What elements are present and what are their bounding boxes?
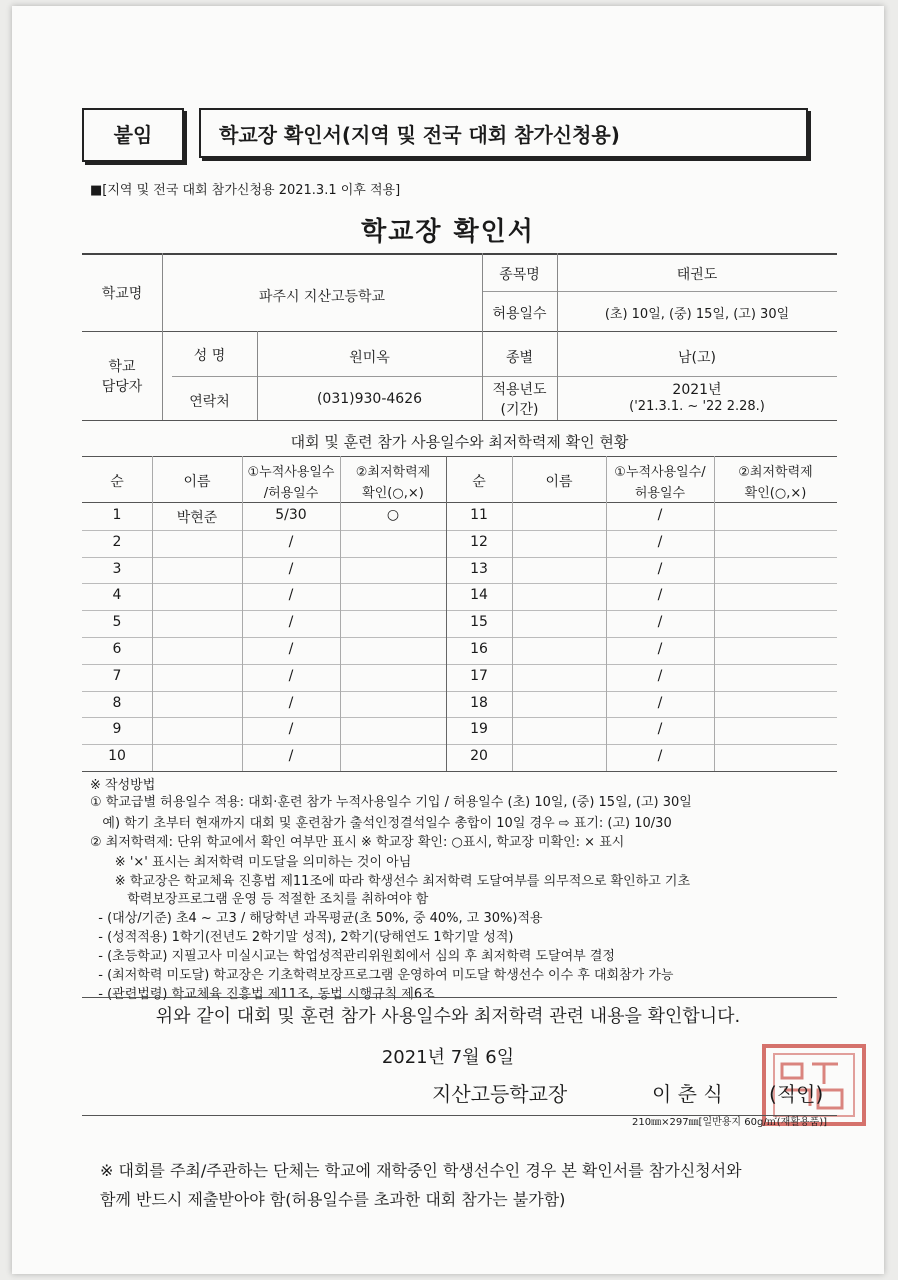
row-number: 9	[112, 721, 122, 738]
year-value-2: ('21.3.1. ~ '22 2.28.)	[629, 399, 765, 414]
row-number-right: 12	[470, 533, 488, 550]
year-label-1: 적용년도	[492, 382, 547, 398]
row-days-right: /	[657, 694, 663, 711]
sport-value: 태권도	[676, 267, 718, 283]
header-right-name: 이름	[545, 474, 573, 490]
row-number-right: 19	[470, 721, 488, 738]
row-days-right: /	[657, 614, 663, 631]
row-number: 3	[112, 560, 122, 577]
principal-title: 지산고등학교장	[432, 1082, 568, 1106]
document-title: 학교장 확인서(지역 및 전국 대회 참가신청용)	[199, 108, 808, 158]
row-number-right: 15	[470, 614, 488, 631]
row-number-right: 13	[470, 560, 488, 577]
row-number-right: 18	[470, 694, 488, 711]
row-days: /	[288, 614, 294, 631]
header-right-academic-1: ②최저학력제	[738, 465, 813, 480]
row-days: /	[288, 667, 294, 684]
document-page	[12, 6, 884, 1274]
final-note-line-1: ※ 대회를 주최/주관하는 단체는 학교에 재학중인 학생선수인 경우 본 확인서를 참가신청서와	[100, 1161, 742, 1180]
row-days: /	[288, 641, 294, 657]
header-right-no: 순	[472, 474, 486, 490]
note-line: - (성적적용) 1학기(전년도 2학기말 성적), 2학기(당해연도 1학기말 성적)	[90, 930, 514, 945]
row-number: 8	[112, 694, 122, 711]
header-name: 이름	[183, 474, 211, 490]
note-line: ※ 학교장은 학교체육 진흥법 제11조에 따라 학생선수 최저학력 도달여부를 의무적으로 확인하고 기초	[90, 874, 691, 889]
confirm-statement: 위와 같이 대회 및 훈련 참가 사용일수와 최저학력 관련 내용을 확인합니다.	[155, 1006, 741, 1027]
note-line: - (대상/기준) 초4 ~ 고3 / 해당학년 과목평균(초 50%, 중 40%, 고 30%)적용	[90, 911, 543, 926]
sport-label: 종목명	[499, 267, 540, 283]
row-days: 5/30	[275, 507, 307, 523]
row-number-right: 20	[470, 748, 488, 765]
seal-label: (직인)	[769, 1082, 824, 1106]
row-number: 7	[112, 667, 122, 684]
row-days: /	[288, 533, 294, 550]
row-days-right: /	[657, 667, 663, 684]
row-number: 2	[112, 533, 122, 550]
row-number: 10	[108, 748, 126, 765]
gender-label: 종별	[505, 350, 534, 366]
school-name-value: 파주시 지산고등학교	[258, 289, 386, 305]
allowed-days-value: (초) 10일, (중) 15일, (고) 30일	[604, 307, 790, 322]
row-days: /	[288, 694, 294, 711]
row-number-right: 14	[470, 587, 488, 604]
note-line: - (관련법령) 학교체육 진흥법 제11조, 동법 시행규칙 제6조	[90, 987, 435, 1002]
allowed-days-label: 허용일수	[492, 306, 547, 322]
header-right-academic-2: 확인(○,×)	[744, 486, 807, 501]
status-title: 대회 및 훈련 참가 사용일수와 최저학력제 확인 현황	[290, 433, 629, 451]
header-right-days-1: ①누적사용일수/	[614, 465, 706, 480]
row-days: /	[288, 560, 294, 577]
year-value-1: 2021년	[672, 382, 722, 398]
note-line: ① 학교급별 허용일수 적용: 대회·훈련 참가 누적사용일수 기입 / 허용일수 (초) 10일, (중) 15일, (고) 30일	[90, 795, 692, 810]
final-note	[100, 1156, 742, 1214]
attachment-label: 붙임	[82, 108, 184, 162]
final-note-line-2: 함께 반드시 제출받아야 함(허용일수를 초과한 대회 참가는 불가함)	[100, 1190, 566, 1209]
row-days-right: /	[657, 533, 663, 550]
issue-date: 2021년 7월 6일	[381, 1047, 515, 1068]
principal-name: 이 춘 식	[652, 1082, 723, 1106]
row-number: 1	[112, 507, 122, 523]
row-number-right: 16	[470, 641, 488, 657]
row-number: 5	[112, 614, 122, 631]
note-line: ※ '×' 표시는 최저학력 미도달을 의미하는 것이 아님	[90, 855, 412, 870]
header-days-1: ①누적사용일수	[247, 465, 335, 480]
header-right-days-2: 허용일수	[634, 486, 686, 501]
header-no: 순	[110, 474, 124, 490]
row-days-right: /	[657, 560, 663, 577]
row-days-right: /	[657, 507, 663, 523]
contact-label: 연락처	[189, 394, 230, 410]
manager-name-value: 원미옥	[349, 350, 390, 366]
note-line: - (초등학교) 지필고사 미실시교는 학업성적관리위원회에서 심의 후 최저학력 도달여부 결정	[90, 949, 615, 964]
row-number: 4	[112, 587, 122, 604]
contact-value: (031)930-4626	[316, 391, 423, 407]
manager-label-1: 학교	[108, 359, 136, 375]
row-days: /	[288, 721, 294, 738]
apply-note: ■[지역 및 전국 대회 참가신청용 2021.3.1 이후 적용]	[90, 183, 401, 198]
manager-name-label: 성 명	[193, 348, 226, 364]
year-label-2: (기간)	[500, 402, 539, 418]
header-days-2: /허용일수	[263, 486, 319, 501]
note-line: 예) 학기 초부터 현재까지 대회 및 훈련참가 출석인정결석일수 총합이 10일 경우 ⇨ 표기: (고) 10/30	[90, 816, 672, 831]
row-days-right: /	[657, 641, 663, 657]
gender-value: 남(고)	[678, 350, 716, 366]
row-number-right: 11	[470, 507, 488, 523]
note-line: ※ 작성방법	[90, 778, 156, 793]
note-line: - (최저학력 미도달) 학교장은 기초학력보장프로그램 운영하여 미도달 학생선수 이수 후 대회참가 가능	[90, 968, 674, 983]
row-days-right: /	[657, 748, 663, 765]
header-academic-1: ②최저학력제	[355, 465, 431, 480]
manager-label-2: 담당자	[101, 379, 143, 395]
row-days: /	[288, 587, 294, 604]
header-academic-2: 확인(○,×)	[362, 486, 424, 501]
row-number: 6	[112, 641, 122, 657]
row-name: 박현준	[176, 510, 218, 526]
note-line: ② 최저학력제: 단위 학교에서 확인 여부만 표시 ※ 학교장 확인: ○표시, 학교장 미확인: × 표시	[90, 835, 625, 850]
row-academic: ○	[386, 507, 400, 523]
school-name-label: 학교명	[101, 286, 143, 302]
note-line: 학력보장프로그램 운영 등 적절한 조치를 취하여야 함	[90, 892, 429, 907]
row-days: /	[288, 748, 294, 765]
paper-spec: 210㎜×297㎜[일반용지 60g/㎡(재활용품)]	[632, 1117, 828, 1128]
main-title: 학교장 확인서	[361, 217, 535, 247]
row-number-right: 17	[470, 667, 488, 684]
row-days-right: /	[657, 587, 663, 604]
row-days-right: /	[657, 721, 663, 738]
